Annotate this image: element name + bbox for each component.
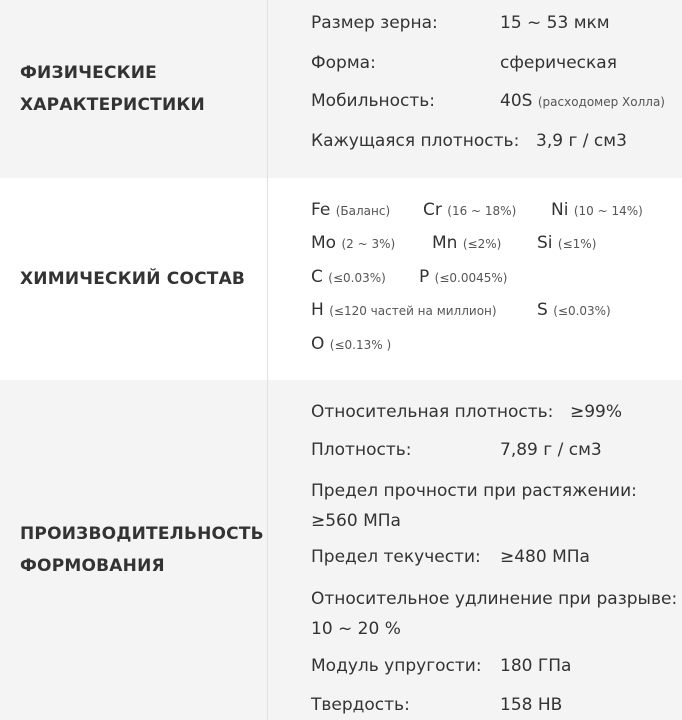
value-cell-chemical [269,178,682,380]
element-si: Si (≤1%) [537,233,597,253]
elongation-block [311,584,682,644]
element-mn: Mn (≤2%) [432,233,502,253]
relative-density-value: ≥99% [570,402,623,422]
yield-strength-key: Предел текучести: [311,547,481,567]
label-cell-physical [0,0,268,178]
shape-key: Форма: [311,53,376,73]
label-cell-chemical [0,178,268,380]
modulus-key: Модуль упругости: [311,656,482,676]
element-o: O (≤0.13% ) [311,334,392,354]
hardness-key: Твердость: [311,695,410,715]
element-p: P (≤0.0045%) [419,267,508,287]
relative-density-line [311,402,623,422]
elongation-value: 10 ~ 20 % [311,619,401,639]
hardness-line [311,695,563,715]
shape-value: сферическая [500,53,617,73]
yield-strength-line [311,547,590,567]
element-s: S (≤0.03%) [537,300,611,320]
element-cr: Cr (16 ~ 18%) [423,200,517,220]
tensile-strength-block [311,476,651,536]
shape-line [311,53,617,73]
chemical-label: ХИМИЧЕСКИЙ СОСТАВ [20,269,246,289]
modulus-value: 180 ГПа [500,656,572,676]
apparent-density-value: 3,9 г / см3 [536,131,627,151]
element-c: C (≤0.03%) [311,267,386,287]
density-key: Плотность: [311,440,412,460]
label-cell-forming [0,380,268,720]
grain-size-value: 15 ~ 53 мкм [500,13,610,33]
value-cell-forming [269,380,682,720]
apparent-density-line [311,131,627,151]
forming-label: ПРОИЗВОДИТЕЛЬНОСТЬ ФОРМОВАНИЯ [20,524,264,576]
element-mo: Mo (2 ~ 3%) [311,233,396,253]
modulus-line [311,656,572,676]
physical-label: ФИЗИЧЕСКИЕ ХАРАКТЕРИСТИКИ [20,63,205,115]
grain-size-key: Размер зерна: [311,13,438,33]
value-cell-physical [269,0,682,178]
row-physical [0,0,682,178]
row-chemical [0,178,682,380]
elongation-key: Относительное удлинение при разрыве: [311,589,678,609]
yield-strength-value: ≥480 МПа [500,547,590,567]
element-fe: Fe (Баланс) [311,200,391,220]
mobility-line [311,91,665,111]
mobility-note: (расходомер Холла) [537,95,665,109]
density-line [311,440,602,460]
element-ni: Ni (10 ~ 14%) [551,200,643,220]
tensile-strength-key: Предел прочности при растяжении: [311,481,637,501]
relative-density-key: Относительная плотность: [311,402,554,422]
row-forming [0,380,682,720]
grain-size-line [311,13,610,33]
element-h: H (≤120 частей на миллион) [311,300,497,320]
tensile-strength-value: ≥560 МПа [311,511,401,531]
apparent-density-key: Кажущаяся плотность: [311,131,520,151]
mobility-value: 40S (расходомер Холла) [500,91,665,111]
density-value: 7,89 г / см3 [500,440,602,460]
hardness-value: 158 HB [500,695,563,715]
mobility-key: Мобильность: [311,91,435,111]
